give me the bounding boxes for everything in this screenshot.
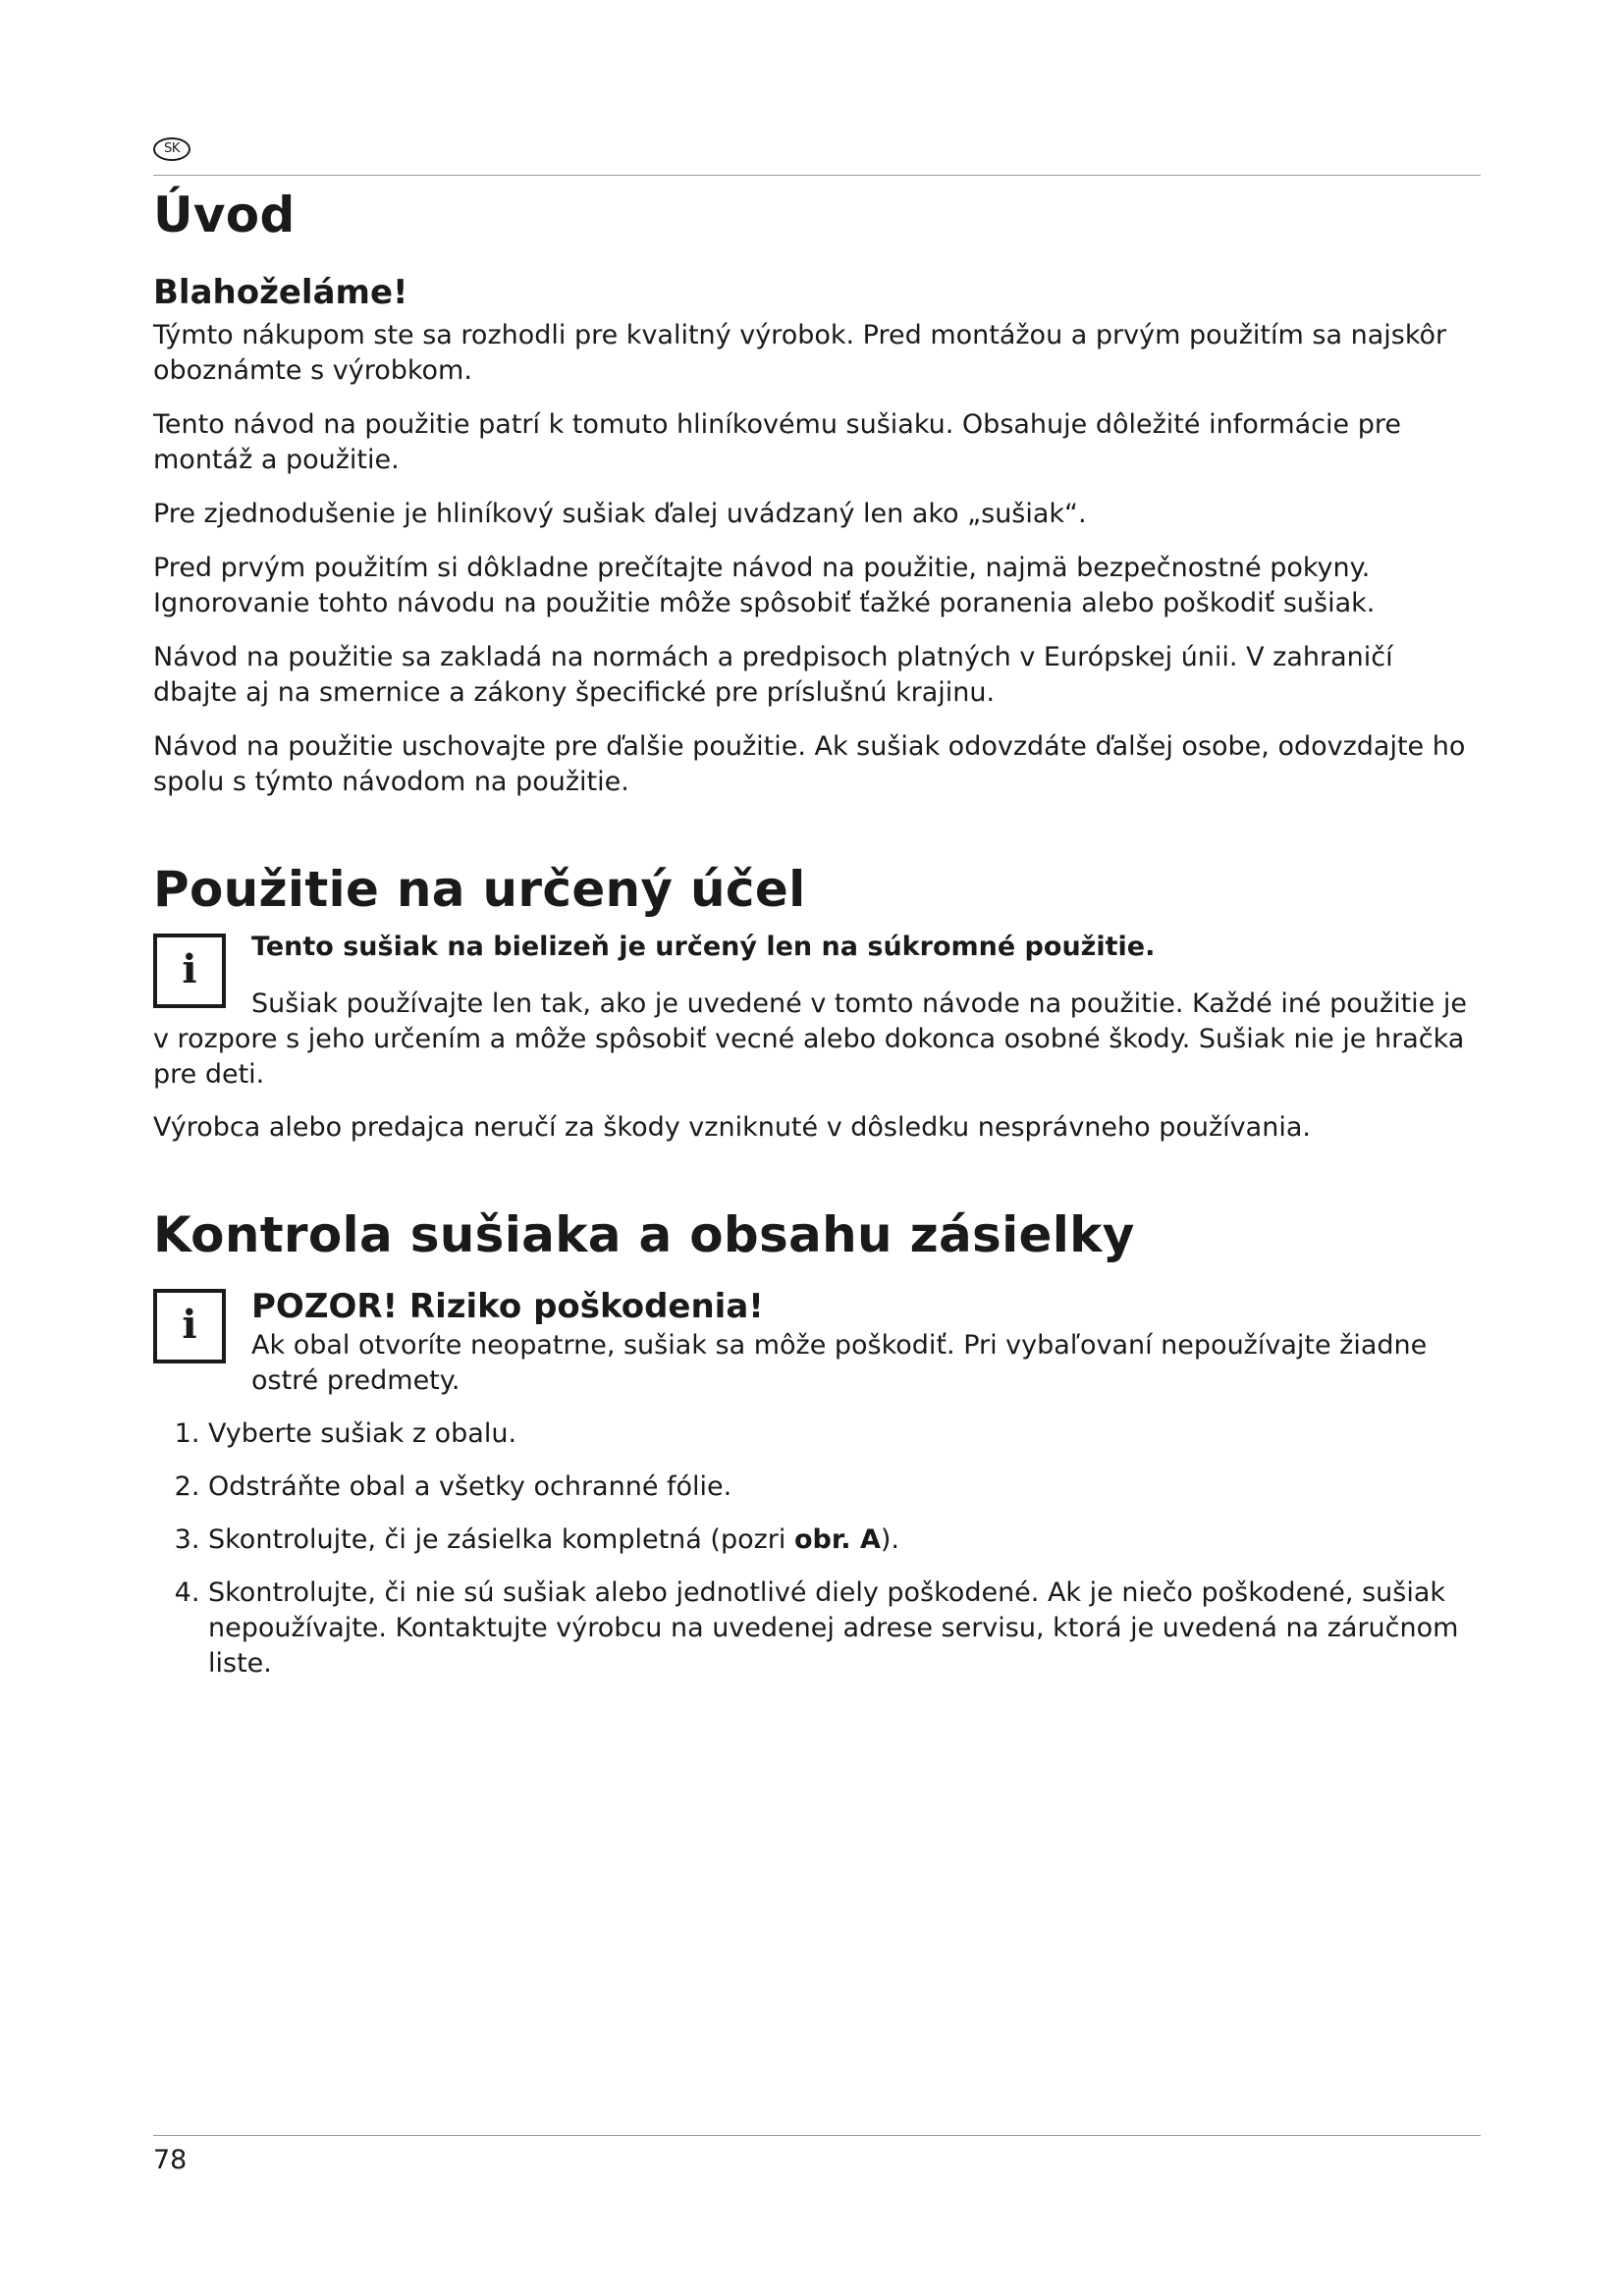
intro-title: Úvod: [153, 187, 296, 243]
step-text: Skontrolujte, či je zásielka kompletná (pozri: [208, 1524, 794, 1555]
intended-use-section: [153, 857, 1481, 1146]
list-item: [208, 1416, 1481, 1452]
inspection-steps: [153, 1416, 1481, 1682]
info-icon: i: [153, 934, 226, 1008]
info-note-lead: Tento sušiak na bielizeň je určený len na súkromné použitie.: [251, 932, 1156, 962]
info-note-body: Sušiak používajte len tak, ako je uvedené v tomto návode na použitie. Každé iné použitie je v rozpore s jeho určením a môže spôsobiť vecné alebo dokonca osobné škody. Sušiak nie je hračka pre deti.: [153, 988, 1467, 1090]
step-text-tail: ).: [880, 1524, 899, 1555]
footer-rule: [153, 2135, 1481, 2136]
page-content: [153, 183, 1481, 1699]
intro-section: [153, 183, 1481, 800]
intro-subtitle: Blahoželáme!: [153, 273, 408, 312]
intro-paragraph: Pred prvým použitím si dôkladne prečítajte návod na použitie, najmä bezpečnostné pokyny. Ignorovanie tohto návodu na použitie môže spôsobiť ťažké poranenia alebo poškodiť sušiak.: [153, 553, 1376, 618]
warning-note-lead: POZOR! Riziko poškodenia!: [251, 1287, 764, 1326]
page-number: 78: [153, 2145, 188, 2175]
header-rule: [153, 175, 1481, 176]
step-text: Odstráňte obal a všetky ochranné fólie.: [208, 1471, 732, 1502]
liability-paragraph: Výrobca alebo predajca neručí za škody vzniknuté v dôsledku nesprávneho používania.: [153, 1112, 1311, 1143]
list-item: [208, 1575, 1481, 1682]
list-item: [208, 1469, 1481, 1505]
inspection-title: Kontrola sušiaka a obsahu zásielky: [153, 1206, 1135, 1263]
figure-reference: obr. A: [793, 1524, 881, 1555]
intro-paragraph: Návod na použitie sa zakladá na normách a predpisoch platných v Európskej únii. V zahraničí dbajte aj na smernice a zákony špecifické pre príslušnú krajinu.: [153, 642, 1393, 708]
warning-note-body: Ak obal otvoríte neopatrne, sušiak sa môže poškodiť. Pri vybaľovaní nepoužívajte žiadne ostré predmety.: [251, 1330, 1428, 1396]
intro-paragraph: Pre zjednodušenie je hliníkový sušiak ďalej uvádzaný len ako „sušiak“.: [153, 499, 1087, 529]
language-badge: SK: [153, 137, 190, 161]
info-note: [153, 926, 1481, 1093]
inspection-section: [153, 1202, 1481, 1682]
intro-paragraph: Týmto nákupom ste sa rozhodli pre kvalitný výrobok. Pred montážou a prvým použitím sa najskôr oboznámte s výrobkom.: [153, 320, 1447, 386]
step-text: Skontrolujte, či nie sú sušiak alebo jednotlivé diely poškodené. Ak je niečo poškodené, sušiak nepoužívajte. Kontaktujte výrobcu na uvedenej adrese servisu, ktorá je uvedená na záručnom liste.: [208, 1577, 1459, 1679]
list-item: [208, 1522, 1481, 1558]
intended-use-title: Použitie na určený účel: [153, 861, 806, 918]
manual-page: [153, 0, 1481, 2296]
info-icon: i: [153, 1289, 226, 1363]
step-text: Vyberte sušiak z obalu.: [208, 1418, 517, 1449]
warning-note: [153, 1281, 1481, 1399]
intro-paragraph: Tento návod na použitie patrí k tomuto hliníkovému sušiaku. Obsahuje dôležité informácie pre montáž a použitie.: [153, 409, 1401, 475]
intro-paragraph: Návod na použitie uschovajte pre ďalšie použitie. Ak sušiak odovzdáte ďalšej osobe, odovzdajte ho spolu s týmto návodom na použitie.: [153, 731, 1466, 797]
